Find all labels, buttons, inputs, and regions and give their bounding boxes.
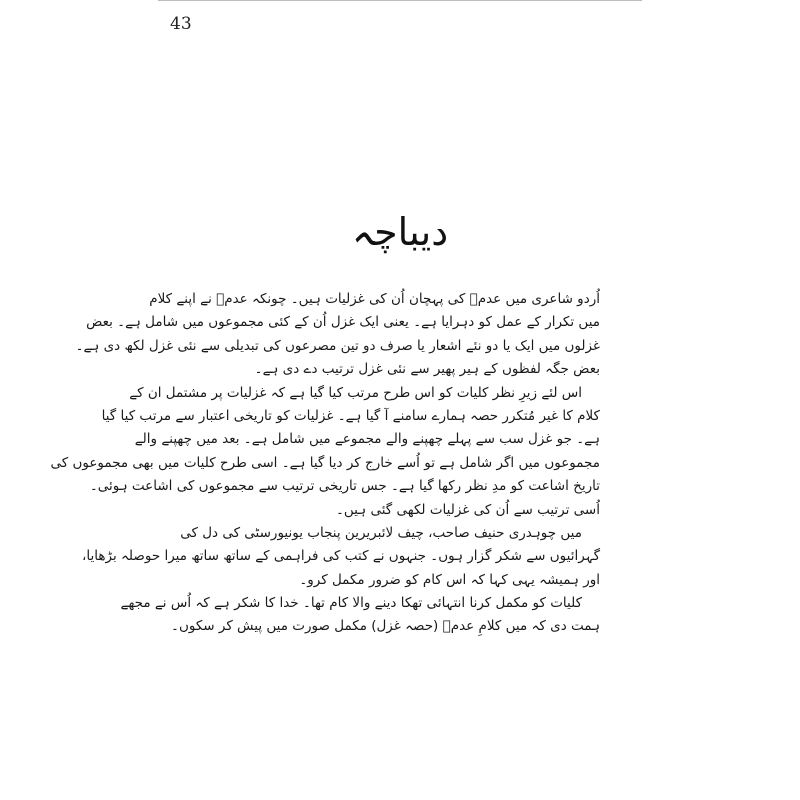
text-line: کلام کا غیر مُتکرر حصہ ہمارے سامنے آ گیا ہے۔ غزلیات کو تاریخی اعتبار سے مرتب کیا گیا	[101, 407, 600, 424]
text-line: غزلوں میں ایک یا دو نئے اشعار یا صرف دو تین مصرعوں کی تبدیلی سے نئی غزل لکھ دی ہے۔	[75, 337, 600, 354]
text-line: میں تکرار کے عمل کو دہرایا ہے۔ یعنی ایک غزل اُن کے کئی مجموعوں میں شامل ہے۔ بعض	[86, 314, 600, 331]
text-line: ہے۔ جو غزل سب سے پہلے چھپنے والے مجموعے میں شامل ہے۔ بعد میں چھپنے والے	[134, 431, 600, 448]
text-line: گہرائیوں سے شکر گزار ہوں۔ جنہوں نے کتب کی فراہمی کے ساتھ ساتھ میرا حوصلہ بڑھایا،	[82, 548, 600, 565]
page-top-border	[158, 0, 642, 1]
text-line: اُسی ترتیب سے اُن کی غزلیات لکھی گئی ہیں۔	[336, 501, 600, 518]
text-line: بعض جگہ لفظوں کے ہیر پھیر سے نئی غزل ترتیب دے دی ہے۔	[254, 361, 600, 378]
text-line: میں چوہدری حنیف صاحب، چیف لائبریرین پنجاب یونیورسٹی کی دل کی	[180, 524, 582, 541]
text-line: اور ہمیشہ یہی کہا کہ اس کام کو ضرور مکمل کرو۔	[299, 571, 600, 588]
text-line: اُردو شاعری میں عدمؔ کی پہچان اُن کی غزلیات ہیں۔ چونکہ عدمؔ نے اپنے کلام	[149, 291, 600, 307]
text-line: کلیات کو مکمل کرنا انتہائی تھکا دینے والا کام تھا۔ خدا کا شکر ہے کہ اُس نے مجھے	[120, 595, 582, 612]
body-text	[50, 288, 600, 639]
page-number: 43	[170, 14, 192, 34]
text-line: ہمت دی کہ میں کلامِ عدمؔ (حصہ غزل) مکمل صورت میں پیش کر سکوں۔	[171, 618, 600, 635]
text-line: مجموعوں میں اگر شامل ہے تو اُسے خارج کر دیا گیا ہے۔ اسی طرح کلیات میں بھی مجموعوں کی	[50, 454, 600, 471]
text-line: تاریخ اشاعت کو مدِ نظر رکھا گیا ہے۔ جس تاریخی ترتیب سے مجموعوں کی اشاعت ہوئی۔	[89, 478, 600, 495]
chapter-heading: دیباچہ	[351, 210, 449, 254]
text-line: اس لئے زیرِ نظر کلیات کو اس طرح مرتب کیا گیا ہے کہ غزلیات پر مشتمل ان کے	[129, 384, 582, 401]
